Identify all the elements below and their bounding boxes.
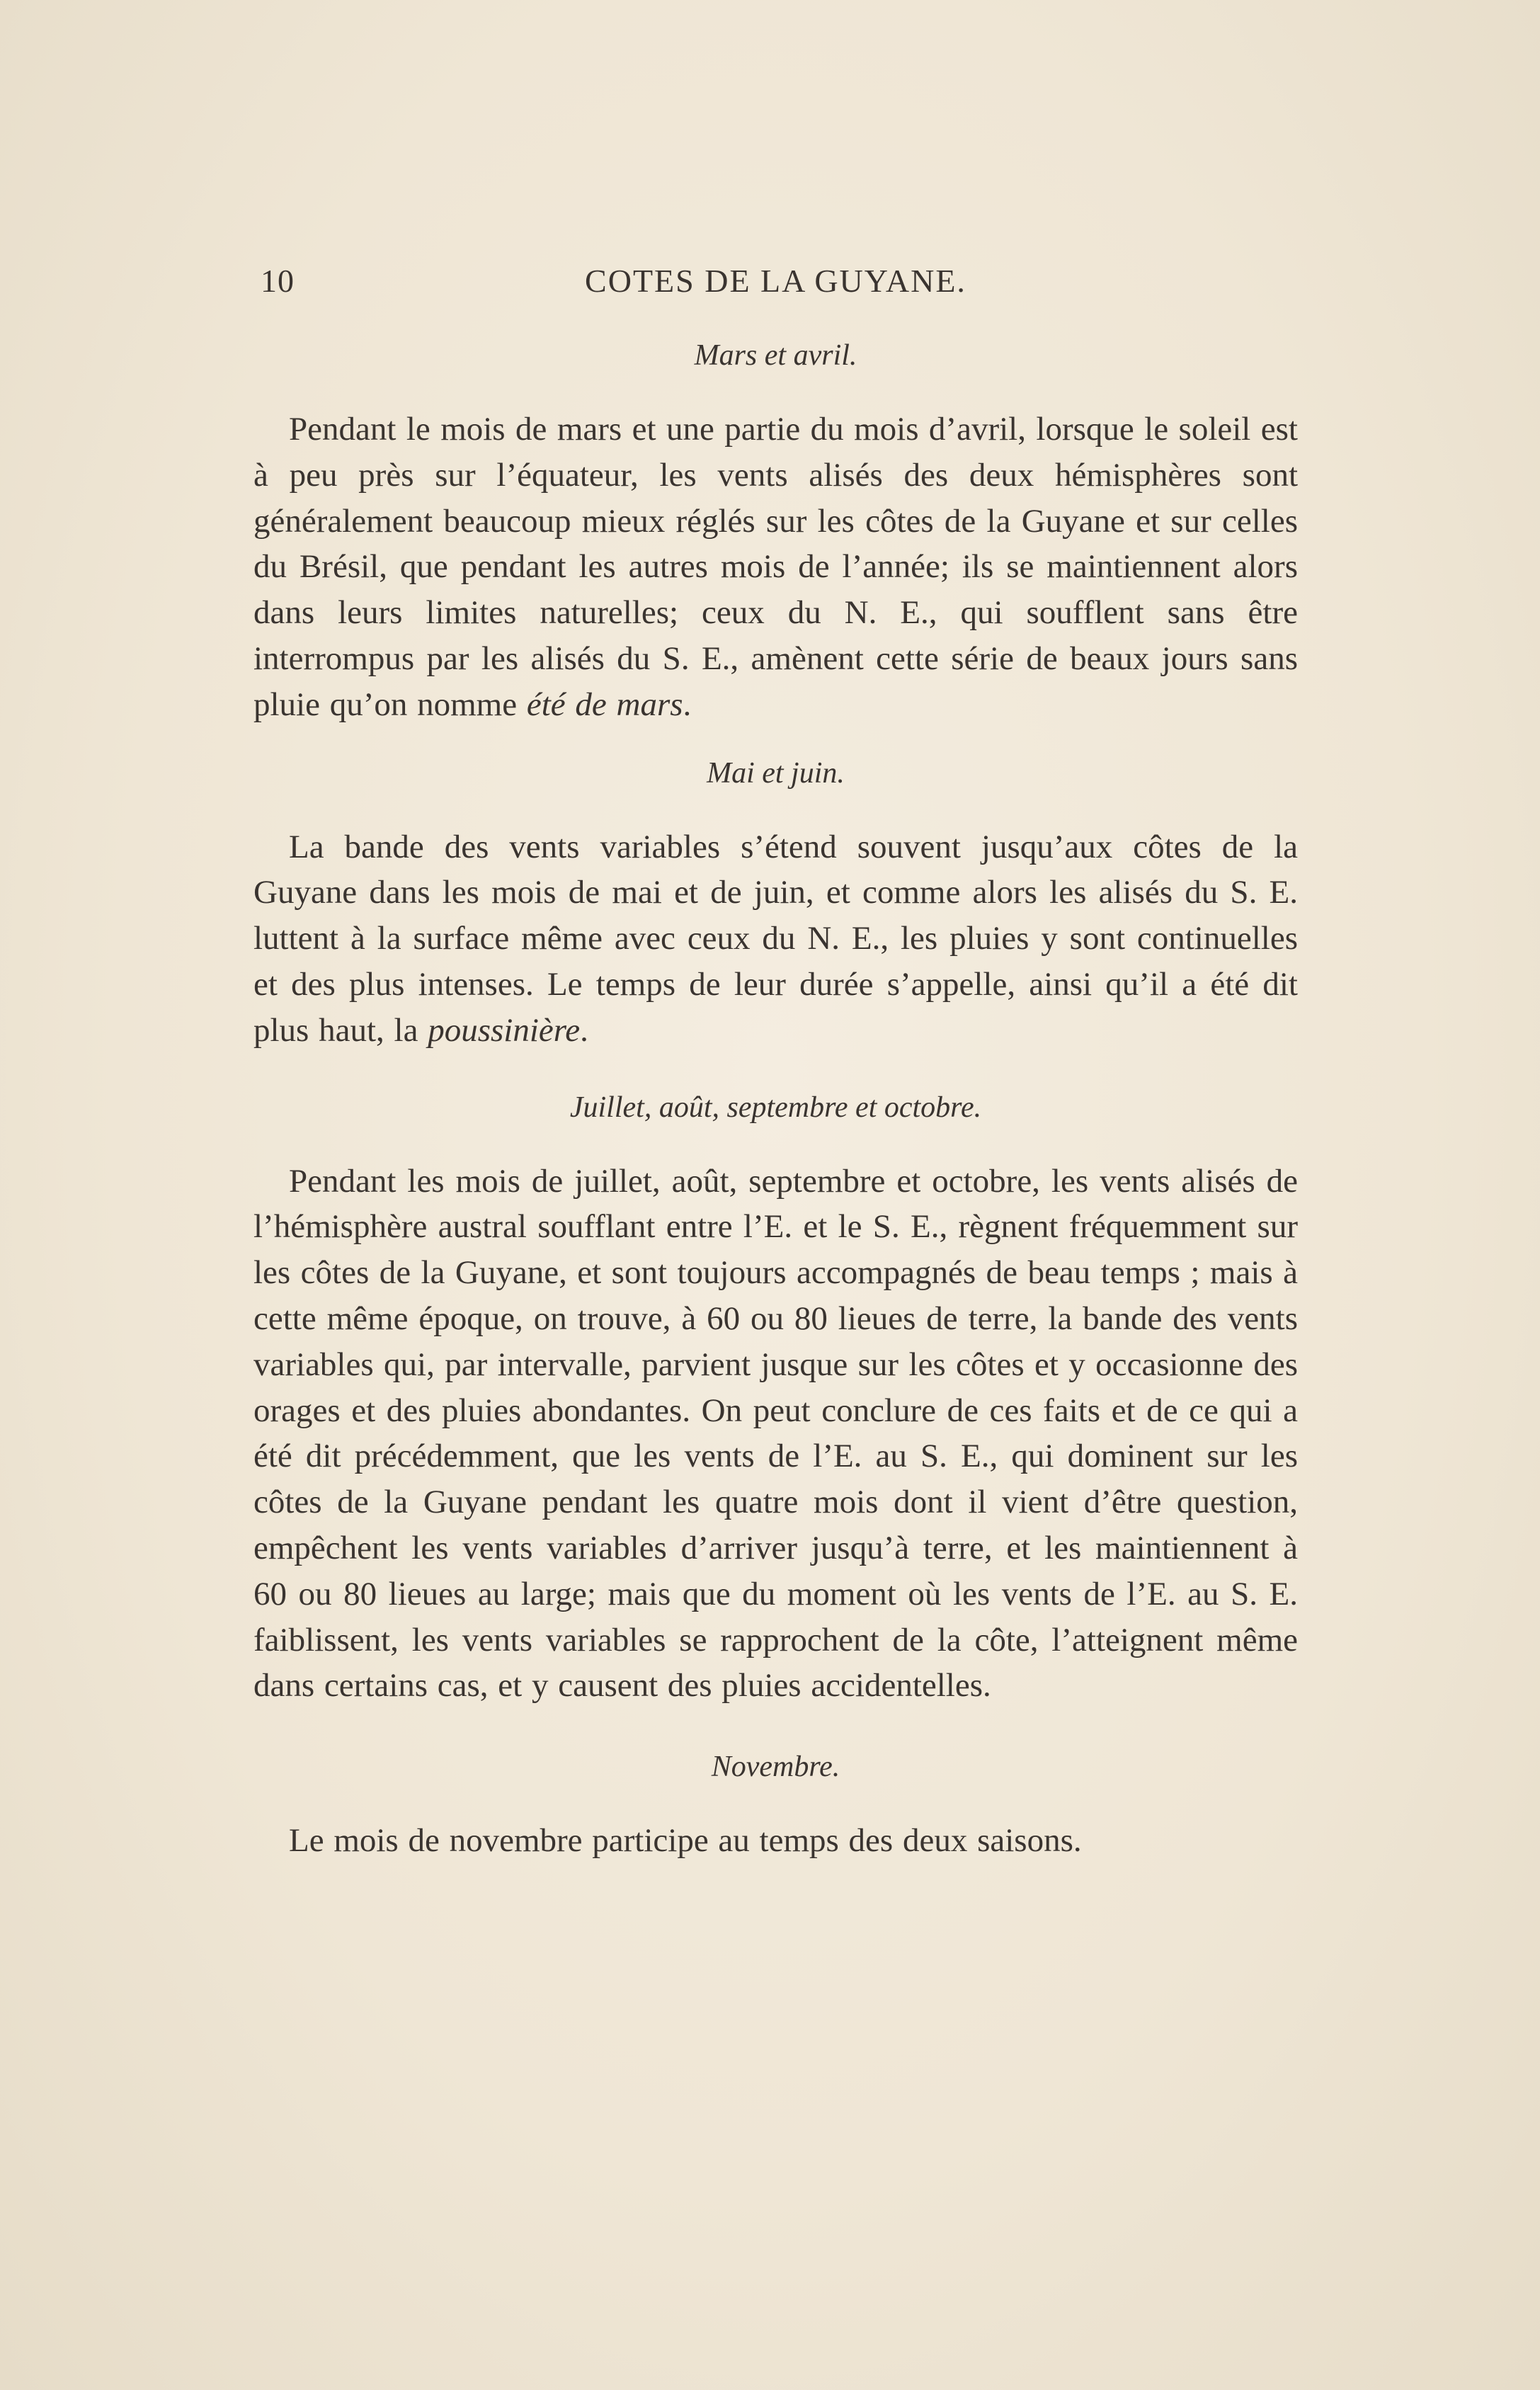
section-heading-novembre: Novembre. (711, 1751, 840, 1784)
paragraph-mai-juin: La bande des vents variables s’étend souvent jusqu’aux côtes de la Guyane dans les mois de mai et de juin, et comme alors les alisés du S. E. luttent à la surface même avec ceux du N. E., les pluies y sont continuelles et des plus intenses. Le temps de leur durée s’appelle, ainsi qu’il a été dit plus haut, la poussinière. (253, 828, 1298, 1049)
section-heading-mai-juin: Mai et juin. (707, 756, 845, 790)
page-number: 10 (261, 263, 295, 299)
paragraph-mars-avril: Pendant le mois de mars et une partie du mois d’avril, lorsque le soleil est à peu près sur l’équateur, les vents alisés des deux hémisphères sont généralement beaucoup mieux réglés sur les côtes de la Guyane et sur celles du Brésil, que pendant les autres mois de l’année; ils se maintiennent alors dans leurs limites naturelles; ceux du N. E., qui soufflent sans être interrompus par les alisés du S. E., amènent cette série de beaux jours sans pluie qu’on nomme été de mars. (253, 411, 1298, 723)
page-header (261, 262, 1291, 319)
paragraph-novembre: Le mois de novembre participe au temps des deux saisons. (289, 1822, 1082, 1860)
running-title: COTES DE LA GUYANE. (585, 263, 966, 299)
paragraph-juillet-octobre: Pendant les mois de juillet, août, septembre et octobre, les vents alisés de l’hémisphère austral soufflant entre l’E. et le S. E., règnent fréquemment sur les côtes de la Guyane, et sont toujours accompagnés de beau temps ; mais à cette même époque, on trouve, à 60 ou 80 lieues de terre, la bande des vents variables qui, par intervalle, parvient jusque sur les côtes et y occasionne des orages et des pluies abondantes. On peut conclure de ces faits et de ce qui a été dit précédemment, que les vents de l’E. au S. E., qui dominent sur les côtes de la Guyane pendant les quatre mois dont il vient d’être question, empêchent les vents variables d’arriver jusqu’à terre, et les maintiennent à 60 ou 80 lieues au large; mais que du moment où les vents de l’E. au S. E. faiblissent, les vents variables se rapprochent de la côte, l’atteignent même dans certains cas, et y causent des pluies accidentelles. (253, 1162, 1298, 1705)
section-heading-mars-avril: Mars et avril. (694, 339, 857, 372)
section-heading-juillet-octobre: Juillet, août, septembre et octobre. (569, 1091, 982, 1124)
emphasis-ete-de-mars: été de mars (526, 685, 683, 723)
body-text (253, 338, 1298, 1864)
emphasis-poussiniere: poussinière (428, 1011, 581, 1049)
